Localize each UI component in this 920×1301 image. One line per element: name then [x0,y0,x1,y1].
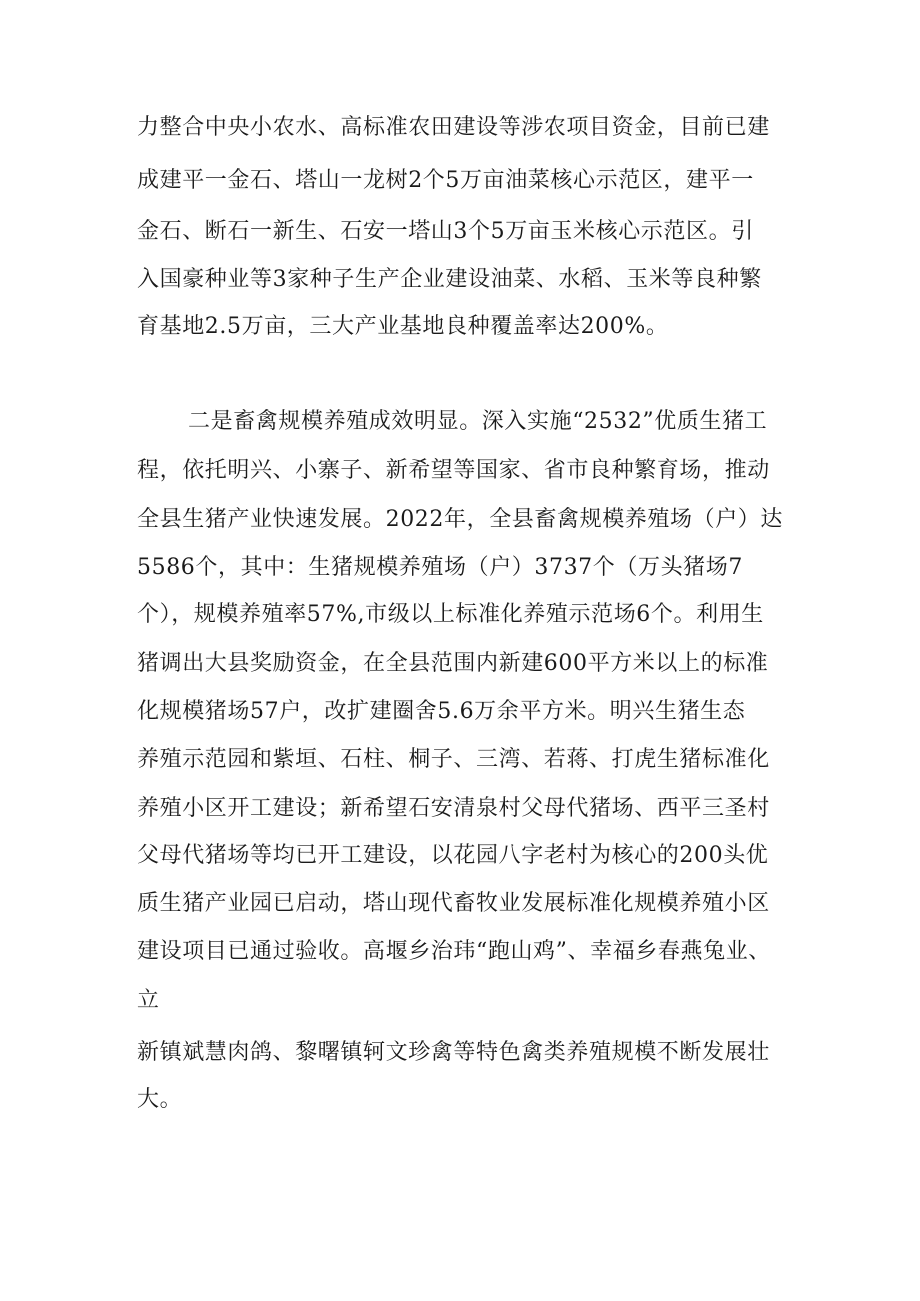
text-line: 大。 [137,1087,183,1112]
text-line: 二是畜禽规模养殖成效明显。深入实施“2532”优质生猪工 [188,409,768,434]
text-line: 父母代猪场等均已开工建设，以花园八字老村为核心的200头优 [137,843,769,868]
text-line: 猪调出大县奖励资金，在全县范围内新建600平方米以上的标准 [137,651,769,676]
text-line: 金石、断石一新生、石安一塔山3个5万亩玉米核心示范区。引 [137,219,754,244]
text-line: 建设项目已通过验收。高堰乡治玮“跑山鸡”、幸福乡春燕兔业、 [137,939,771,964]
text-line: 个），规模养殖率57%,市级以上标准化养殖示范场6个。利用生 [137,602,764,627]
text-line: 程，依托明兴、小寨子、新希望等国家、省市良种繁育场，推动 [137,458,770,483]
text-line: 养殖示范园和紫垣、石柱、桐子、三湾、若蒋、打虎生猪标准化 [137,747,770,772]
text-line: 化规模猪场57户，改扩建圈舍5.6万余平方米。明兴生猪生态 [137,699,746,724]
text-line: 力整合中央小农水、高标准农田建设等涉农项目资金，目前已建 [137,115,770,140]
text-line: 全县生猪产业快速发展。2022年，全县畜禽规模养殖场（户）达 [137,507,783,532]
text-line: 立 [137,988,160,1013]
text-line: 养殖小区开工建设；新希望石安清泉村父母代猪场、西平三圣村 [137,796,770,821]
text-line: 成建平一金石、塔山一龙树2个5万亩油菜核心示范区，建平一 [137,168,754,193]
text-line: 质生猪产业园已启动，塔山现代畜牧业发展标准化规模养殖小区 [137,891,770,916]
text-line: 入国豪种业等3家种子生产企业建设油菜、水稻、玉米等良种繁 [137,267,762,292]
text-line: 新镇斌慧肉鸽、黎曙镇轲文珍禽等特色禽类养殖规模不断发展壮 [137,1040,770,1065]
text-line: 5586个，其中：生猪规模养殖场（户）3737个（万头猪场7 [137,555,743,580]
text-line: 育基地2.5万亩，三大产业基地良种覆盖率达200%。 [137,314,669,339]
